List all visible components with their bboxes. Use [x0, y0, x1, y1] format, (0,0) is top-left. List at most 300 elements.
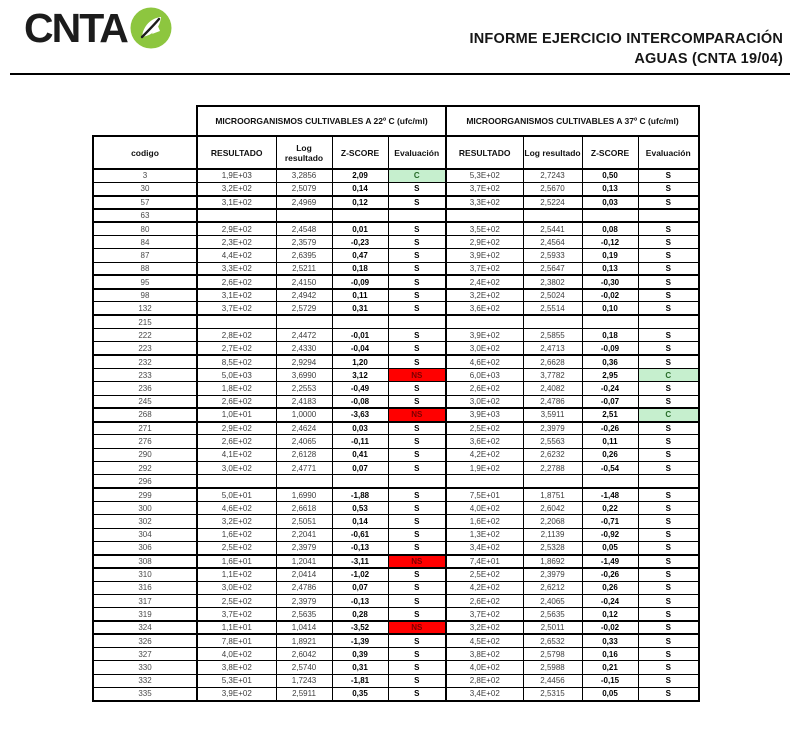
table-row [93, 209, 699, 222]
zscore-37-cell: 0,13 [582, 262, 638, 275]
log-22-cell: 2,3579 [276, 235, 332, 248]
zscore-37-cell: -0,26 [582, 568, 638, 581]
log-37-cell: 2,2068 [523, 515, 582, 528]
eval-37-cell: S [638, 581, 699, 594]
zscore-22-cell: -1,88 [332, 488, 388, 501]
table-row [93, 555, 699, 568]
eval-37-cell: S [638, 289, 699, 302]
eval-37-cell [638, 315, 699, 328]
log-22-cell: 2,4548 [276, 222, 332, 235]
zscore-22-cell: -0,61 [332, 528, 388, 541]
column-header-resultado-22: RESULTADO [197, 136, 276, 169]
table-row [93, 382, 699, 395]
codigo-cell: 324 [93, 621, 197, 634]
resultado-22-cell: 3,1E+02 [197, 196, 276, 209]
zscore-37-cell: 0,26 [582, 448, 638, 461]
codigo-cell: 215 [93, 315, 197, 328]
eval-37-cell: S [638, 541, 699, 554]
eval-22-cell: S [388, 595, 446, 608]
resultado-22-cell [197, 315, 276, 328]
log-37-cell: 2,2788 [523, 462, 582, 475]
resultado-37-cell: 5,3E+02 [446, 169, 523, 182]
codigo-cell: 80 [93, 222, 197, 235]
eval-22-cell: S [388, 249, 446, 262]
zscore-22-cell: 1,20 [332, 355, 388, 368]
codigo-cell: 306 [93, 541, 197, 554]
zscore-37-cell: 0,21 [582, 661, 638, 674]
eval-37-cell [638, 475, 699, 488]
log-37-cell: 2,6628 [523, 355, 582, 368]
zscore-37-cell: 0,33 [582, 634, 638, 647]
codigo-cell: 276 [93, 435, 197, 448]
eval-22-cell: S [388, 435, 446, 448]
log-37-cell: 2,4713 [523, 342, 582, 355]
zscore-22-cell [332, 475, 388, 488]
eval-37-cell: S [638, 235, 699, 248]
codigo-cell: 87 [93, 249, 197, 262]
eval-22-cell: S [388, 515, 446, 528]
log-37-cell: 1,8751 [523, 488, 582, 501]
table-row [93, 222, 699, 235]
resultado-22-cell: 2,5E+02 [197, 541, 276, 554]
eval-22-cell: S [388, 448, 446, 461]
table-row [93, 501, 699, 514]
resultado-37-cell: 7,4E+01 [446, 555, 523, 568]
table-row [93, 235, 699, 248]
log-37-cell: 3,5911 [523, 408, 582, 421]
resultado-37-cell: 3,5E+02 [446, 222, 523, 235]
codigo-cell: 63 [93, 209, 197, 222]
resultado-22-cell: 2,6E+02 [197, 435, 276, 448]
log-37-cell [523, 209, 582, 222]
zscore-22-cell: -0,13 [332, 595, 388, 608]
zscore-22-cell [332, 315, 388, 328]
resultado-22-cell: 2,3E+02 [197, 235, 276, 248]
zscore-37-cell: -0,26 [582, 422, 638, 435]
table-row [93, 196, 699, 209]
log-37-cell: 2,5855 [523, 329, 582, 342]
log-22-cell: 2,9294 [276, 355, 332, 368]
eval-37-cell: C [638, 408, 699, 421]
log-22-cell: 1,0414 [276, 621, 332, 634]
resultado-22-cell: 3,7E+02 [197, 608, 276, 621]
resultado-37-cell: 3,2E+02 [446, 289, 523, 302]
zscore-37-cell: 0,36 [582, 355, 638, 368]
table-row [93, 515, 699, 528]
log-22-cell: 1,6990 [276, 488, 332, 501]
log-22-cell: 1,8921 [276, 634, 332, 647]
table-row [93, 249, 699, 262]
resultado-22-cell: 7,8E+01 [197, 634, 276, 647]
eval-22-cell: S [388, 648, 446, 661]
zscore-37-cell: -0,92 [582, 528, 638, 541]
log-22-cell: 2,5729 [276, 302, 332, 315]
codigo-cell: 223 [93, 342, 197, 355]
table-row [93, 621, 699, 634]
table-row [93, 674, 699, 687]
eval-22-cell: S [388, 235, 446, 248]
log-37-cell: 2,7243 [523, 169, 582, 182]
table-row [93, 488, 699, 501]
codigo-cell: 232 [93, 355, 197, 368]
eval-37-cell: S [638, 674, 699, 687]
resultado-22-cell: 1,1E+01 [197, 621, 276, 634]
zscore-22-cell: 0,39 [332, 648, 388, 661]
log-37-cell: 2,5224 [523, 196, 582, 209]
eval-22-cell: S [388, 289, 446, 302]
resultado-22-cell: 2,7E+02 [197, 342, 276, 355]
group-header-22c: MICROORGANISMOS CULTIVABLES A 22º C (ufc/ml) [197, 106, 446, 136]
zscore-37-cell: 0,11 [582, 435, 638, 448]
zscore-37-cell: 0,22 [582, 501, 638, 514]
log-37-cell: 2,5563 [523, 435, 582, 448]
log-22-cell: 2,4472 [276, 329, 332, 342]
resultado-37-cell: 2,4E+02 [446, 275, 523, 288]
table-row [93, 262, 699, 275]
codigo-cell: 308 [93, 555, 197, 568]
log-22-cell: 2,6618 [276, 501, 332, 514]
column-header-log-22: Log resultado [276, 136, 332, 169]
resultado-22-cell: 2,6E+02 [197, 395, 276, 408]
resultado-37-cell: 2,5E+02 [446, 422, 523, 435]
log-22-cell: 2,2041 [276, 528, 332, 541]
eval-37-cell: S [638, 595, 699, 608]
zscore-37-cell: -0,54 [582, 462, 638, 475]
eval-37-cell: S [638, 661, 699, 674]
zscore-37-cell: 0,18 [582, 329, 638, 342]
resultado-22-cell: 1,9E+03 [197, 169, 276, 182]
leaf-icon [130, 7, 172, 49]
resultado-37-cell: 4,2E+02 [446, 448, 523, 461]
log-37-cell: 2,5011 [523, 621, 582, 634]
resultado-22-cell: 3,8E+02 [197, 661, 276, 674]
resultado-22-cell: 3,3E+02 [197, 262, 276, 275]
log-37-cell [523, 315, 582, 328]
eval-22-cell: NS [388, 368, 446, 381]
log-37-cell: 2,3979 [523, 568, 582, 581]
eval-37-cell: S [638, 249, 699, 262]
resultado-22-cell: 3,9E+02 [197, 688, 276, 701]
log-22-cell: 3,6990 [276, 368, 332, 381]
eval-22-cell: S [388, 462, 446, 475]
resultado-22-cell: 5,0E+01 [197, 488, 276, 501]
log-37-cell: 2,4456 [523, 674, 582, 687]
eval-37-cell: S [638, 275, 699, 288]
resultado-37-cell [446, 315, 523, 328]
zscore-37-cell: -1,49 [582, 555, 638, 568]
eval-37-cell: S [638, 382, 699, 395]
zscore-37-cell: 0,05 [582, 688, 638, 701]
zscore-22-cell: 0,41 [332, 448, 388, 461]
eval-22-cell: S [388, 275, 446, 288]
table-body [93, 169, 699, 701]
resultado-22-cell: 3,1E+02 [197, 289, 276, 302]
resultado-22-cell: 2,9E+02 [197, 422, 276, 435]
codigo-cell: 296 [93, 475, 197, 488]
resultado-37-cell: 3,7E+02 [446, 262, 523, 275]
log-37-cell: 2,6042 [523, 501, 582, 514]
zscore-22-cell: -0,08 [332, 395, 388, 408]
log-22-cell: 1,0000 [276, 408, 332, 421]
resultado-37-cell: 2,6E+02 [446, 382, 523, 395]
results-table [92, 105, 700, 702]
zscore-37-cell: -0,71 [582, 515, 638, 528]
log-22-cell [276, 475, 332, 488]
zscore-22-cell: -3,52 [332, 621, 388, 634]
log-22-cell: 2,4330 [276, 342, 332, 355]
zscore-22-cell: 0,35 [332, 688, 388, 701]
table-row [93, 608, 699, 621]
zscore-37-cell: -0,09 [582, 342, 638, 355]
zscore-22-cell: 0,31 [332, 302, 388, 315]
zscore-22-cell: -0,01 [332, 329, 388, 342]
log-22-cell: 1,2041 [276, 555, 332, 568]
codigo-cell: 290 [93, 448, 197, 461]
codigo-cell: 316 [93, 581, 197, 594]
zscore-37-cell: -0,24 [582, 382, 638, 395]
resultado-37-cell: 3,4E+02 [446, 541, 523, 554]
resultado-22-cell [197, 475, 276, 488]
zscore-22-cell: 0,07 [332, 581, 388, 594]
eval-37-cell: S [638, 528, 699, 541]
table-row [93, 541, 699, 554]
zscore-37-cell [582, 475, 638, 488]
eval-37-cell: S [638, 608, 699, 621]
column-header-row [93, 136, 699, 169]
resultado-37-cell: 3,6E+02 [446, 302, 523, 315]
resultado-22-cell [197, 209, 276, 222]
codigo-cell: 245 [93, 395, 197, 408]
eval-37-cell: S [638, 395, 699, 408]
eval-37-cell: S [638, 688, 699, 701]
report-title [470, 29, 783, 69]
eval-22-cell: S [388, 395, 446, 408]
resultado-37-cell: 4,6E+02 [446, 355, 523, 368]
zscore-37-cell: 2,95 [582, 368, 638, 381]
zscore-37-cell: -0,15 [582, 674, 638, 687]
zscore-37-cell [582, 315, 638, 328]
resultado-22-cell: 8,5E+02 [197, 355, 276, 368]
eval-37-cell: S [638, 435, 699, 448]
eval-22-cell: S [388, 422, 446, 435]
eval-37-cell: S [638, 515, 699, 528]
zscore-22-cell: 0,12 [332, 196, 388, 209]
resultado-37-cell: 3,4E+02 [446, 688, 523, 701]
column-header-evaluacion-22: Evaluación [388, 136, 446, 169]
codigo-cell: 57 [93, 196, 197, 209]
table-row [93, 448, 699, 461]
resultado-37-cell: 7,5E+01 [446, 488, 523, 501]
log-37-cell: 2,5514 [523, 302, 582, 315]
resultado-22-cell: 3,0E+02 [197, 462, 276, 475]
zscore-22-cell: -0,13 [332, 541, 388, 554]
eval-37-cell: S [638, 462, 699, 475]
group-header-37c: MICROORGANISMOS CULTIVABLES A 37º C (ufc/ml) [446, 106, 699, 136]
eval-22-cell: S [388, 262, 446, 275]
log-37-cell: 2,5988 [523, 661, 582, 674]
eval-37-cell: S [638, 262, 699, 275]
log-37-cell: 2,5441 [523, 222, 582, 235]
zscore-37-cell: -0,30 [582, 275, 638, 288]
eval-37-cell: S [638, 169, 699, 182]
table-row [93, 661, 699, 674]
eval-37-cell: S [638, 634, 699, 647]
eval-22-cell [388, 475, 446, 488]
resultado-22-cell: 2,8E+02 [197, 329, 276, 342]
resultado-22-cell: 3,2E+02 [197, 515, 276, 528]
log-37-cell: 2,3979 [523, 422, 582, 435]
resultado-22-cell: 1,8E+02 [197, 382, 276, 395]
zscore-37-cell: -1,48 [582, 488, 638, 501]
table-row [93, 648, 699, 661]
resultado-22-cell: 3,7E+02 [197, 302, 276, 315]
eval-37-cell: S [638, 302, 699, 315]
resultado-37-cell: 2,6E+02 [446, 595, 523, 608]
table-row [93, 395, 699, 408]
zscore-22-cell: -0,09 [332, 275, 388, 288]
codigo-cell: 88 [93, 262, 197, 275]
table-row [93, 408, 699, 421]
log-22-cell: 2,4183 [276, 395, 332, 408]
table-row [93, 275, 699, 288]
title-line-2: AGUAS (CNTA 19/04) [634, 51, 783, 67]
zscore-37-cell: 0,50 [582, 169, 638, 182]
log-37-cell [523, 475, 582, 488]
resultado-22-cell: 4,1E+02 [197, 448, 276, 461]
log-22-cell: 2,4771 [276, 462, 332, 475]
log-22-cell: 2,5079 [276, 182, 332, 195]
resultado-37-cell: 3,7E+02 [446, 182, 523, 195]
table-row [93, 581, 699, 594]
eval-22-cell [388, 209, 446, 222]
resultado-37-cell: 3,6E+02 [446, 435, 523, 448]
log-22-cell: 1,7243 [276, 674, 332, 687]
log-37-cell: 2,5933 [523, 249, 582, 262]
zscore-22-cell: 0,07 [332, 462, 388, 475]
resultado-37-cell: 3,8E+02 [446, 648, 523, 661]
zscore-37-cell: 0,13 [582, 182, 638, 195]
zscore-37-cell: -0,07 [582, 395, 638, 408]
log-37-cell: 2,4082 [523, 382, 582, 395]
log-22-cell: 2,4624 [276, 422, 332, 435]
eval-37-cell: S [638, 648, 699, 661]
resultado-37-cell: 4,2E+02 [446, 581, 523, 594]
zscore-22-cell: 0,18 [332, 262, 388, 275]
zscore-37-cell: -0,24 [582, 595, 638, 608]
log-37-cell: 3,7782 [523, 368, 582, 381]
log-22-cell: 2,6042 [276, 648, 332, 661]
log-22-cell: 2,5051 [276, 515, 332, 528]
title-line-1: INFORME EJERCICIO INTERCOMPARACIÓN [469, 31, 783, 47]
resultado-37-cell: 3,0E+02 [446, 342, 523, 355]
zscore-22-cell: -0,23 [332, 235, 388, 248]
log-22-cell: 2,6128 [276, 448, 332, 461]
log-22-cell: 2,4942 [276, 289, 332, 302]
zscore-22-cell: 3,12 [332, 368, 388, 381]
eval-22-cell: S [388, 382, 446, 395]
codigo-cell: 95 [93, 275, 197, 288]
log-37-cell: 2,4564 [523, 235, 582, 248]
log-37-cell: 2,3802 [523, 275, 582, 288]
eval-22-cell: S [388, 222, 446, 235]
log-22-cell: 2,2553 [276, 382, 332, 395]
resultado-37-cell [446, 209, 523, 222]
eval-22-cell: S [388, 488, 446, 501]
zscore-22-cell: -0,49 [332, 382, 388, 395]
log-37-cell: 2,4065 [523, 595, 582, 608]
log-37-cell: 2,5647 [523, 262, 582, 275]
column-header-resultado-37: RESULTADO [446, 136, 523, 169]
resultado-37-cell: 2,9E+02 [446, 235, 523, 248]
eval-37-cell: S [638, 448, 699, 461]
log-37-cell: 2,5315 [523, 688, 582, 701]
codigo-cell: 302 [93, 515, 197, 528]
codigo-cell: 30 [93, 182, 197, 195]
log-37-cell: 2,5635 [523, 608, 582, 621]
resultado-37-cell: 3,2E+02 [446, 621, 523, 634]
zscore-37-cell: 0,03 [582, 196, 638, 209]
resultado-22-cell: 2,9E+02 [197, 222, 276, 235]
eval-22-cell: S [388, 196, 446, 209]
codigo-cell: 319 [93, 608, 197, 621]
resultado-37-cell [446, 475, 523, 488]
resultado-22-cell: 4,0E+02 [197, 648, 276, 661]
zscore-22-cell: -1,81 [332, 674, 388, 687]
zscore-37-cell [582, 209, 638, 222]
zscore-22-cell: 0,14 [332, 515, 388, 528]
codigo-cell: 233 [93, 368, 197, 381]
log-37-cell: 2,5024 [523, 289, 582, 302]
eval-37-cell: S [638, 355, 699, 368]
resultado-22-cell: 2,6E+02 [197, 275, 276, 288]
zscore-22-cell: 0,03 [332, 422, 388, 435]
log-37-cell: 2,6532 [523, 634, 582, 647]
codigo-cell: 84 [93, 235, 197, 248]
resultado-37-cell: 3,9E+02 [446, 249, 523, 262]
eval-22-cell: S [388, 608, 446, 621]
table-row [93, 688, 699, 701]
codigo-cell: 271 [93, 422, 197, 435]
resultado-22-cell: 5,0E+03 [197, 368, 276, 381]
eval-22-cell: S [388, 541, 446, 554]
eval-37-cell: S [638, 621, 699, 634]
codigo-cell: 327 [93, 648, 197, 661]
group-header-row [93, 106, 699, 136]
log-22-cell: 2,5740 [276, 661, 332, 674]
eval-37-cell: C [638, 368, 699, 381]
codigo-cell: 98 [93, 289, 197, 302]
codigo-cell: 132 [93, 302, 197, 315]
table-row [93, 475, 699, 488]
log-22-cell [276, 315, 332, 328]
table-row [93, 289, 699, 302]
log-22-cell: 2,5911 [276, 688, 332, 701]
resultado-37-cell: 4,0E+02 [446, 501, 523, 514]
codigo-cell: 332 [93, 674, 197, 687]
log-37-cell: 2,5328 [523, 541, 582, 554]
table-row [93, 302, 699, 315]
zscore-37-cell: 0,12 [582, 608, 638, 621]
log-22-cell: 2,4150 [276, 275, 332, 288]
codigo-cell: 330 [93, 661, 197, 674]
codigo-cell: 3 [93, 169, 197, 182]
eval-37-cell: S [638, 488, 699, 501]
zscore-22-cell: -0,04 [332, 342, 388, 355]
codigo-cell: 292 [93, 462, 197, 475]
resultado-22-cell: 1,6E+02 [197, 528, 276, 541]
zscore-37-cell: -0,02 [582, 621, 638, 634]
resultado-37-cell: 2,5E+02 [446, 568, 523, 581]
